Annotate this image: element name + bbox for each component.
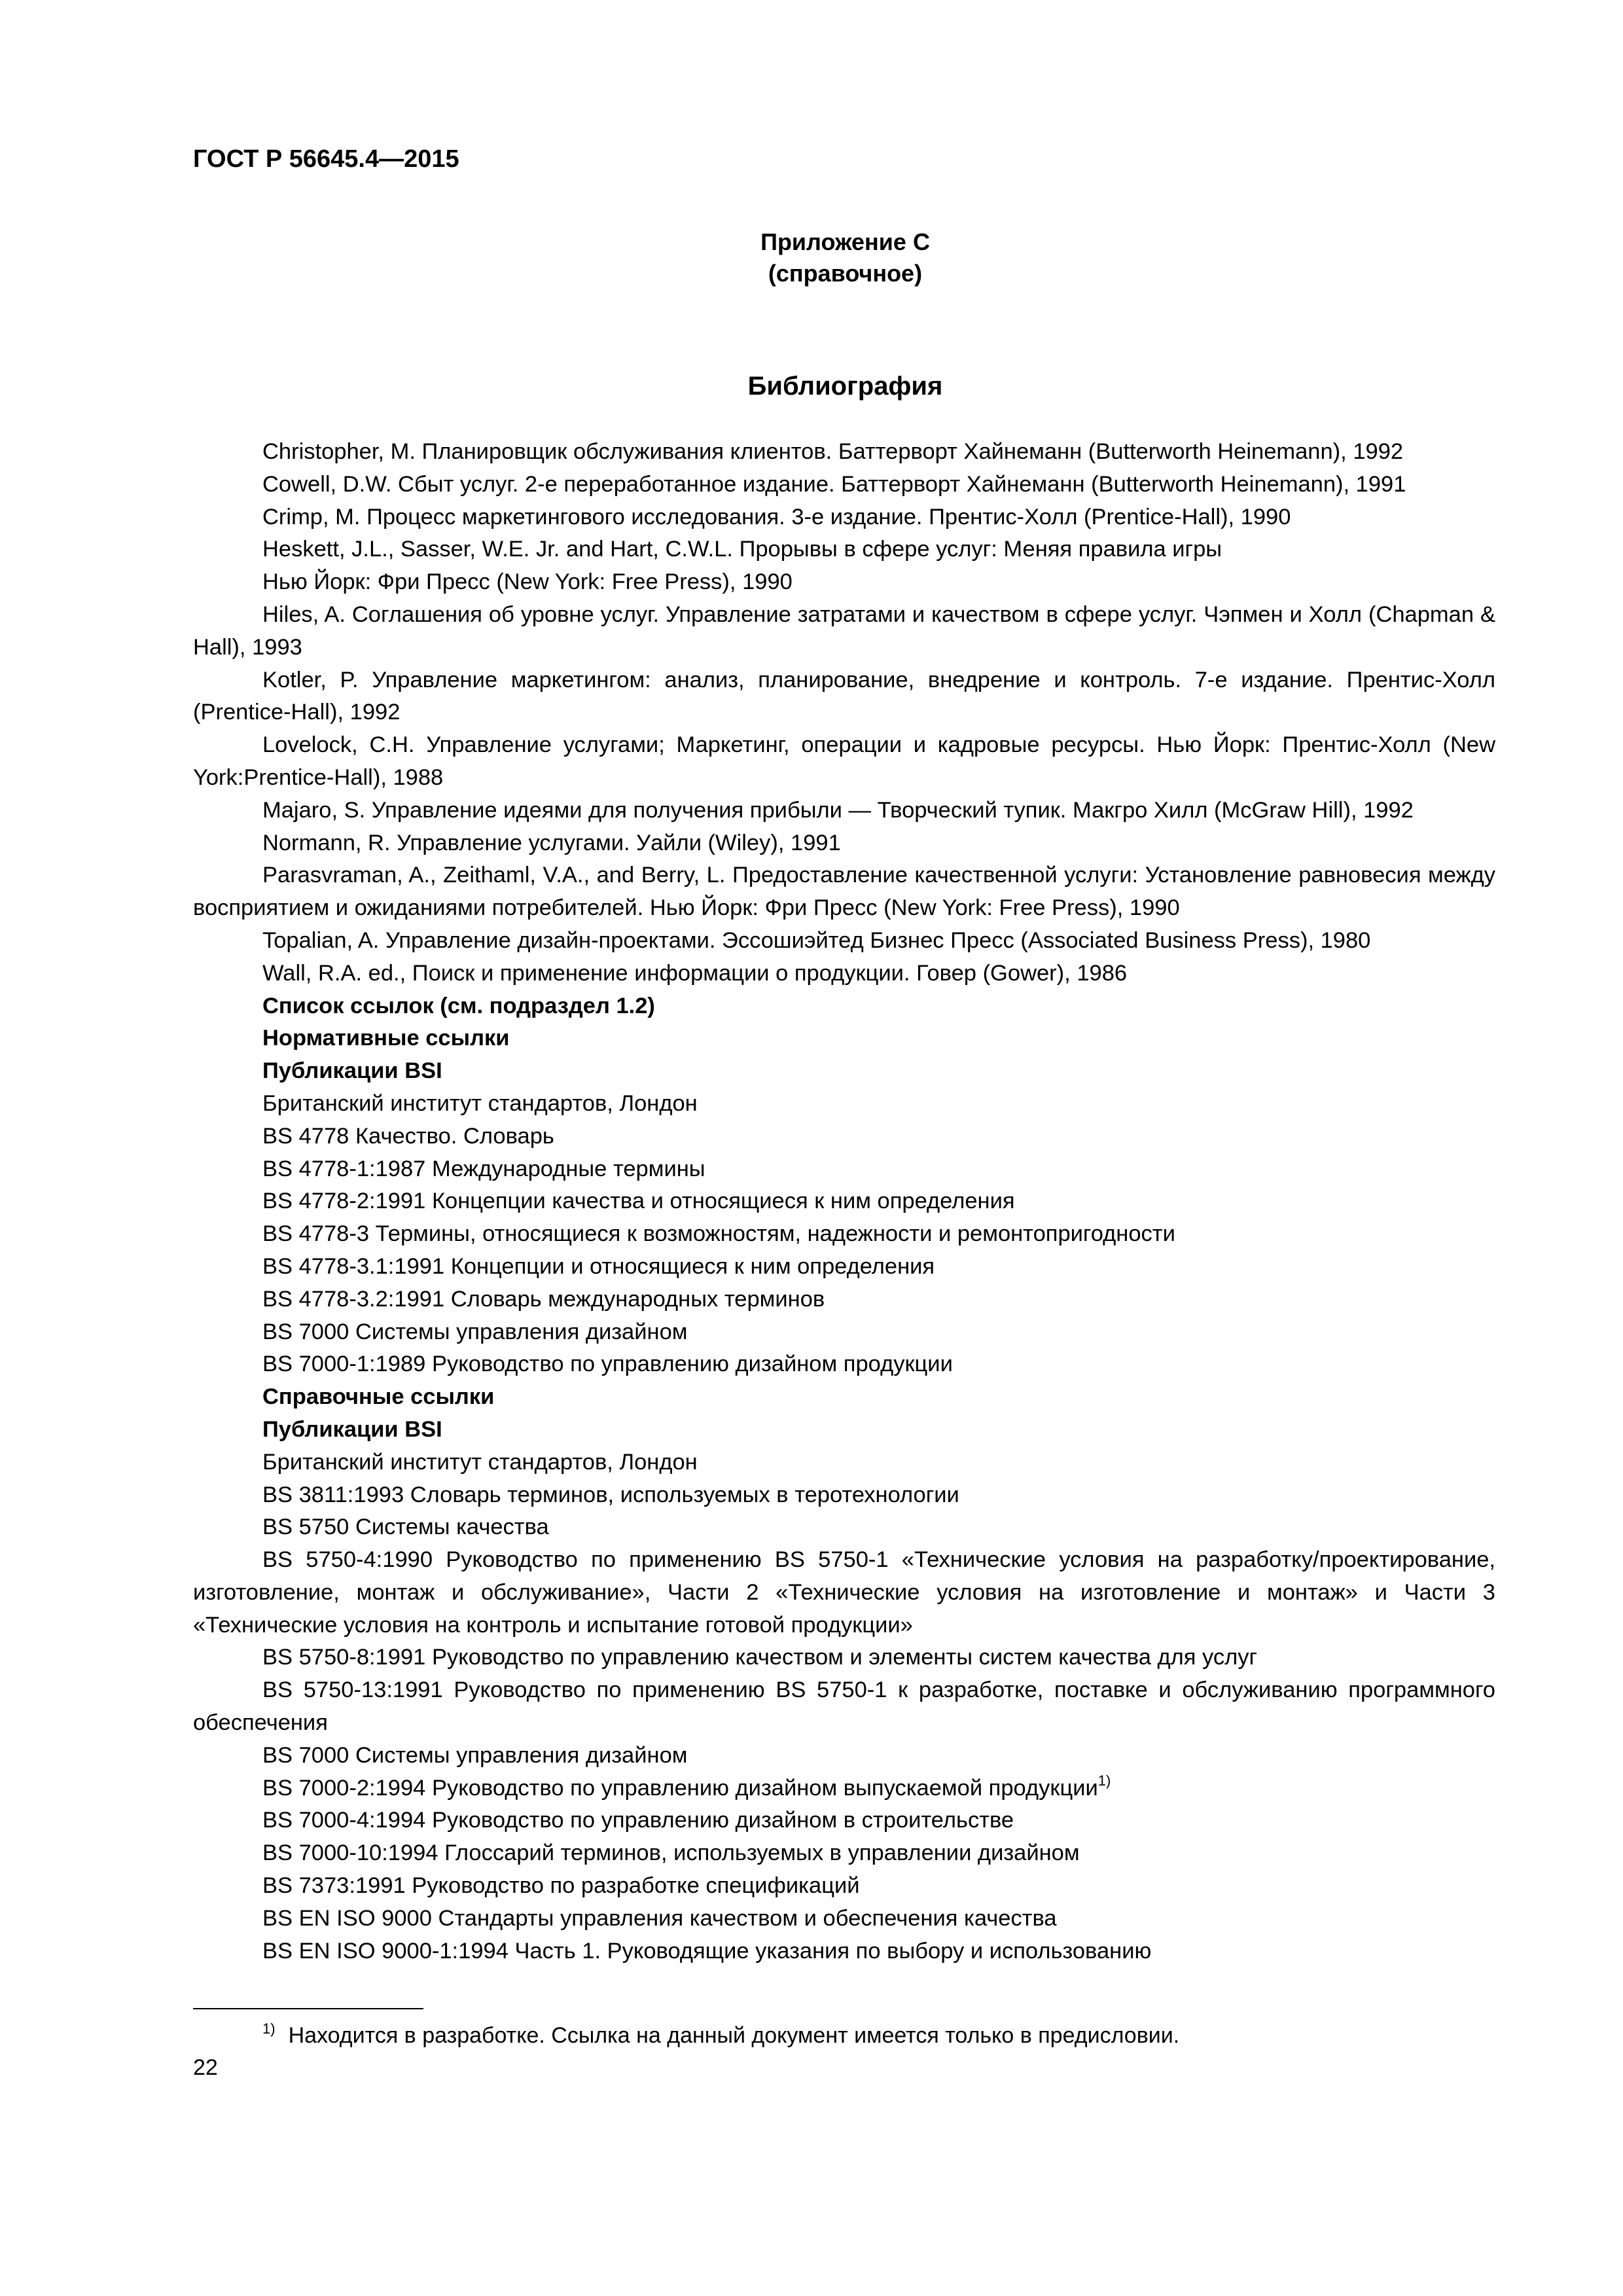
entry-text: Список ссылок (см. подраздел 1.2) bbox=[262, 993, 655, 1018]
entry-text: BS 4778-3 Термины, относящиеся к возможностям, надежности и ремонтопригодности bbox=[262, 1221, 1175, 1247]
bibliography-entry bbox=[193, 958, 1495, 990]
footnote-reference: 1) bbox=[1097, 1772, 1111, 1789]
bibliography-entry bbox=[193, 925, 1495, 958]
bibliography-entry bbox=[193, 566, 1495, 599]
entry-text: Нью Йорк: Фри Пресс (New York: Free Press), 1990 bbox=[262, 569, 793, 595]
appendix-subtitle: (справочное) bbox=[768, 260, 923, 287]
entry-text: Christopher, M. Планировщик обслуживания клиентов. Баттерворт Хайнеманн (Butterworth Heinemann), 1992 bbox=[262, 439, 1404, 464]
entry-text: Parasvraman, A., Zeithaml, V.A., and Berry, L. Предоставление качественной услуги: Установление равновесия между восприятием и ожиданиями потребителей. Нью Йорк: Фри Пресс (New York: Free Press), 1990 bbox=[193, 863, 1495, 921]
bibliography-entry bbox=[193, 1088, 1495, 1121]
entry-text: Публикации BSI bbox=[262, 1058, 442, 1084]
entry-text: BS 4778-1:1987 Международные термины bbox=[262, 1156, 705, 1181]
entry-text: BS 4778-3.1:1991 Концепции и относящиеся к ним определения bbox=[262, 1253, 935, 1279]
bibliography-entry bbox=[193, 859, 1495, 925]
bibliography-entry bbox=[193, 533, 1495, 566]
entry-text: BS 4778 Качество. Словарь bbox=[262, 1123, 554, 1149]
entry-text: Crimp, M. Процесс маркетингового исследования. 3-е издание. Прентис-Холл (Prentice-Hall), 1990 bbox=[262, 504, 1291, 529]
entry-text: BS 7000 Системы управления дизайном bbox=[262, 1742, 688, 1768]
bibliography-entry bbox=[193, 1511, 1495, 1544]
bibliography-entry bbox=[193, 1251, 1495, 1283]
bibliography-entry bbox=[193, 1804, 1495, 1837]
entry-text: Wall, R.A. ed., Поиск и применение информации о продукции. Говер (Gower), 1986 bbox=[262, 960, 1128, 986]
entry-text: Нормативные ссылки bbox=[262, 1026, 510, 1051]
entry-text: BS 7000-2:1994 Руководство по управлению дизайном выпускаемой продукции bbox=[262, 1775, 1098, 1801]
bibliography-heading bbox=[193, 1381, 1495, 1414]
bibliography-entry bbox=[193, 599, 1495, 664]
entry-text: BS 5750 Системы качества bbox=[262, 1515, 549, 1540]
bibliography-entry bbox=[193, 1935, 1495, 1968]
bibliography-entry bbox=[193, 729, 1495, 795]
entry-text: BS 7373:1991 Руководство по разработке спецификаций bbox=[262, 1873, 860, 1899]
bibliography-entry bbox=[193, 1870, 1495, 1903]
bibliography-entry bbox=[193, 436, 1495, 469]
entry-text: Hiles, A. Соглашения об уровне услуг. Управление затратами и качеством в сфере услуг. Чэпмен и Холл (Chapman & Hall), 1993 bbox=[193, 601, 1495, 660]
bibliography-entry bbox=[193, 1316, 1495, 1349]
entry-text: BS 4778-2:1991 Концепции качества и относящиеся к ним определения bbox=[262, 1189, 1015, 1214]
entry-text: BS 3811:1993 Словарь терминов, используемых в теротехнологии bbox=[262, 1482, 959, 1507]
entry-text: Британский институт стандартов, Лондон bbox=[262, 1090, 698, 1116]
bibliography-entry bbox=[193, 1837, 1495, 1870]
bibliography-entry bbox=[193, 1740, 1495, 1772]
bibliography-entry bbox=[193, 501, 1495, 534]
bibliography-entry bbox=[193, 1544, 1495, 1641]
bibliography-entry bbox=[193, 1772, 1495, 1805]
appendix-title: Приложение С bbox=[760, 228, 930, 255]
entry-text: BS 5750-8:1991 Руководство по управлению качеством и элементы систем качества для услуг bbox=[262, 1645, 1258, 1670]
entry-text: BS 7000-1:1989 Руководство по управлению дизайном продукции bbox=[262, 1352, 953, 1377]
entry-text: BS EN ISO 9000 Стандарты управления качеством и обеспечения качества bbox=[262, 1905, 1057, 1931]
entry-text: BS 4778-3.2:1991 Словарь международных терминов bbox=[262, 1286, 825, 1312]
footnote bbox=[262, 2019, 1179, 2052]
bibliography-entry bbox=[193, 827, 1495, 860]
entry-text: Heskett, J.L., Sasser, W.E. Jr. and Hart, C.W.L. Прорывы в сфере услуг: Меняя правила игры bbox=[262, 537, 1222, 562]
bibliography-heading bbox=[193, 1055, 1495, 1088]
bibliography-entry bbox=[193, 1479, 1495, 1512]
bibliography-entry bbox=[193, 1446, 1495, 1479]
bibliography-entry bbox=[193, 795, 1495, 827]
bibliography-heading bbox=[193, 1022, 1495, 1055]
bibliography-entry bbox=[193, 1903, 1495, 1935]
bibliography-entry bbox=[193, 1348, 1495, 1381]
footnote-marker: 1) bbox=[262, 2020, 276, 2037]
entry-text: Публикации BSI bbox=[262, 1416, 442, 1442]
entry-text: Британский институт стандартов, Лондон bbox=[262, 1449, 698, 1475]
bibliography-entry bbox=[193, 1674, 1495, 1740]
entry-text: Topalian, A. Управление дизайн-проектами. Эссошиэйтед Бизнес Пресс (Associated Business Press), 1980 bbox=[262, 927, 1371, 953]
entry-text: Справочные ссылки bbox=[262, 1384, 495, 1410]
entry-text: BS EN ISO 9000-1:1994 Часть 1. Руководящие указания по выбору и использованию bbox=[262, 1938, 1152, 1964]
entry-text: Normann, R. Управление услугами. Уайли (Wiley), 1991 bbox=[262, 830, 841, 855]
entry-text: Lovelock, C.H. Управление услугами; Маркетинг, операции и кадровые ресурсы. Нью Йорк: Прентис-Холл (New York:Prentice-Hall), 1988 bbox=[193, 732, 1495, 790]
bibliography-entry bbox=[193, 664, 1495, 730]
bibliography-entry bbox=[193, 1218, 1495, 1251]
bibliography-entry bbox=[193, 1185, 1495, 1218]
entry-text: Kotler, P. Управление маркетингом: анализ, планирование, внедрение и контроль. 7-е издание. Прентис-Холл (Prentice-Hall), 1992 bbox=[193, 667, 1495, 725]
bibliography-entry bbox=[193, 469, 1495, 501]
bibliography-title: Библиография bbox=[747, 372, 943, 401]
entry-text: BS 5750-13:1991 Руководство по применению BS 5750-1 к разработке, поставке и обслуживанию программного обеспечения bbox=[193, 1677, 1495, 1736]
footnote-divider bbox=[193, 2008, 423, 2009]
bibliography-heading bbox=[193, 1414, 1495, 1446]
footnote-text: Находится в разработке. Ссылка на данный документ имеется только в предисловии. bbox=[288, 2023, 1180, 2048]
entry-text: BS 7000 Системы управления дизайном bbox=[262, 1319, 688, 1344]
bibliography-heading bbox=[193, 990, 1495, 1023]
entry-text: BS 7000-10:1994 Глоссарий терминов, используемых в управлении дизайном bbox=[262, 1840, 1080, 1866]
bibliography-entry bbox=[193, 1121, 1495, 1153]
entry-text: Cowell, D.W. Сбыт услуг. 2-е переработанное издание. Баттерворт Хайнеманн (Butterworth Heinemann), 1991 bbox=[262, 471, 1406, 497]
entry-text: BS 7000-4:1994 Руководство по управлению дизайном в строительстве bbox=[262, 1808, 1014, 1833]
bibliography-entry bbox=[193, 1153, 1495, 1186]
bibliography-list bbox=[193, 436, 1495, 1967]
entry-text: Majaro, S. Управление идеями для получения прибыли — Творческий тупик. Макгро Хилл (McGraw Hill), 1992 bbox=[262, 797, 1414, 823]
page-number: 22 bbox=[193, 2055, 218, 2080]
bibliography-entry bbox=[193, 1283, 1495, 1316]
entry-text: BS 5750-4:1990 Руководство по применению BS 5750-1 «Технические условия на разработку/проектирование, изготовление, монтаж и обслуживание», Части 2 «Технические условия на изготовление и монтаж» и Части 3 «Технические условия на контроль и испытание готовой продукции» bbox=[193, 1547, 1495, 1638]
document-code: ГОСТ Р 56645.4—2015 bbox=[193, 145, 459, 173]
bibliography-entry bbox=[193, 1641, 1495, 1674]
